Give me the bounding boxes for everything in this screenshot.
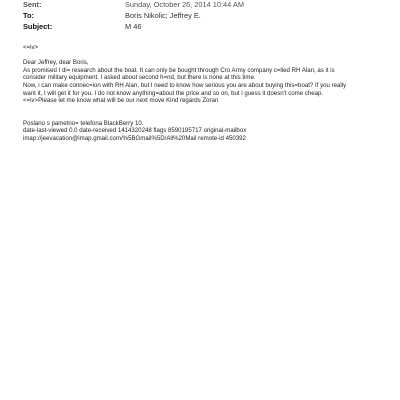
body-line-1: As promised I di= research about the boat. It can only be bought through Cro Army company c=lled RH Alan, as it is xyxy=(23,66,335,74)
metadata-line-1: date-last-viewed 0.0 date-received 1414320248 flags 8590195717 original-mailbox xyxy=(23,127,247,135)
header-row-subject xyxy=(23,21,383,32)
to-value: Boris Nikolic; Jeffrey E. xyxy=(125,11,201,20)
header-row-to xyxy=(23,10,383,21)
to-label: To: xyxy=(23,11,34,20)
body-line-5: <=iv>Please let me know what will be our next move Kind regards Zoran xyxy=(23,97,219,105)
email-body xyxy=(23,44,387,143)
sent-label: Sent: xyxy=(23,0,42,9)
subject-label: Subject: xyxy=(23,22,53,31)
signature-line: Poslano s pametno= telefona BlackBerry 10. xyxy=(23,119,144,127)
body-line-4: want it, I will get it for you. I do not know anything=about the price and so on, but i guess it doesn't come cheap. xyxy=(23,89,324,97)
email-header xyxy=(23,0,383,32)
header-row-sent xyxy=(23,0,383,10)
sent-value: Sunday, October 26, 2014 10:44 AM xyxy=(125,0,245,9)
div-tag-line: <=iv> xyxy=(23,44,39,51)
metadata-line-2[interactable]: imap://jeevacation@imap.gmail.com/%5BGmail%5D/All%20Mail remote-id 450392 xyxy=(23,134,246,142)
subject-value: M 46 xyxy=(125,22,142,31)
greeting-line: Dear Jeffrey, dear Boris, xyxy=(23,59,89,67)
body-line-3: Now, i can make connec=ion with RH Alan, but I need to know how serious you are about buying this=boat? If you really xyxy=(23,81,347,89)
body-line-2: consider military equipment. I asked about second h=nd, but there is none at this time. xyxy=(23,74,256,82)
